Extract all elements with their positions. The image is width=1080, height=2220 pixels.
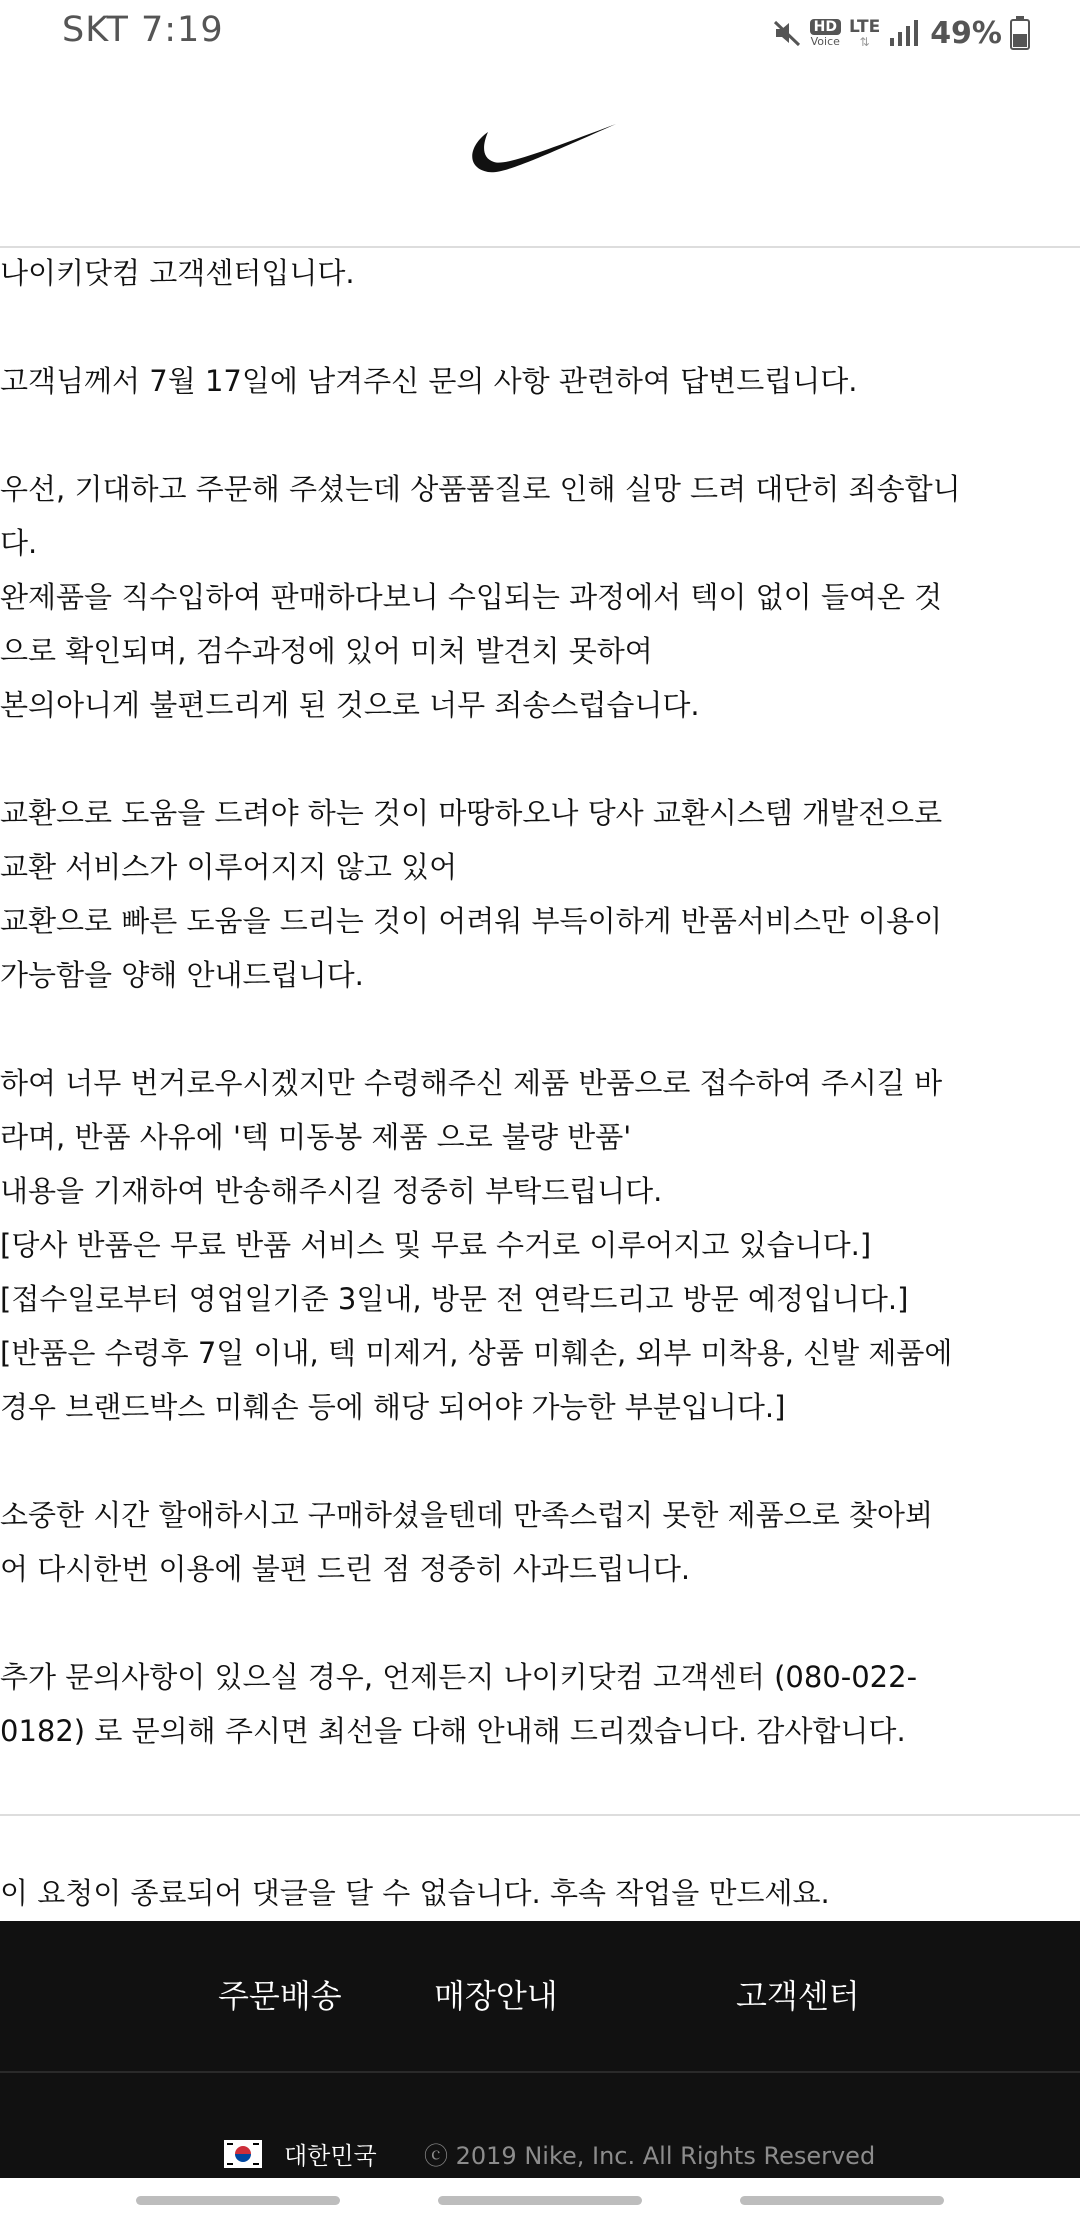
lte-icon: LTE ⇅ — [848, 16, 881, 49]
message-line: 다. — [0, 526, 38, 560]
message-line: 경우 브랜드박스 미훼손 등에 해당 되어야 가능한 부분입니다.] — [0, 1390, 786, 1424]
header — [0, 66, 1080, 248]
country-label[interactable]: 대한민국 — [284, 2142, 377, 2170]
message-line: 우선, 기대하고 주문해 주셨는데 상품품질로 인해 실망 드려 대단히 죄송합니 — [0, 472, 961, 506]
message-line: 가능함을 양해 안내드립니다. — [0, 958, 364, 992]
message-line: 교환으로 도움을 드려야 하는 것이 마땅하오나 당사 교환시스템 개발전으로 — [0, 796, 943, 830]
message-body — [0, 246, 1060, 1758]
message-line: 본의아니게 불편드리게 된 것으로 너무 죄송스럽습니다. — [0, 688, 700, 722]
message-line: 교환으로 빠른 도움을 드리는 것이 어려워 부득이하게 반품서비스만 이용이 — [0, 904, 943, 938]
time-label: 7:19 — [140, 10, 224, 50]
mute-icon — [772, 18, 802, 48]
message-line: 나이키닷컴 고객센터입니다. — [0, 256, 355, 290]
paragraph-gap — [0, 732, 1060, 786]
korea-flag-icon[interactable] — [224, 2140, 262, 2168]
paragraph-gap — [0, 1596, 1060, 1650]
battery-icon — [1010, 16, 1030, 50]
message-line: 내용을 기재하여 반송해주시길 정중히 부탁드립니다. — [0, 1174, 663, 1208]
status-bar — [0, 0, 1080, 66]
footer-nav — [0, 1921, 1080, 2071]
message-line: [접수일로부터 영업일기준 3일내, 방문 전 연락드리고 방문 예정입니다.] — [0, 1282, 909, 1316]
footer-link-store-info[interactable]: 매장안내 — [434, 1977, 558, 2015]
message-line: 하여 너무 번거로우시겠지만 수령해주신 제품 반품으로 접수하여 주시길 바 — [0, 1066, 943, 1100]
battery-percent: 49% — [930, 15, 1002, 51]
signal-icon — [888, 18, 922, 48]
closed-notice: 이 요청이 종료되어 댓글을 달 수 없습니다. 후속 작업을 만드세요. — [0, 1876, 830, 1910]
footer-link-order-delivery[interactable]: 주문배송 — [218, 1977, 342, 2015]
paragraph-gap — [0, 1434, 1060, 1488]
message-line: 소중한 시간 할애하시고 구매하셨을텐데 만족스럽지 못한 제품으로 찾아뵈 — [0, 1498, 933, 1532]
message-line: 0182) 로 문의해 주시면 최선을 다해 안내해 드리겠습니다. 감사합니다. — [0, 1714, 906, 1748]
message-line: [당사 반품은 무료 반품 서비스 및 무료 수거로 이루어지고 있습니다.] — [0, 1228, 872, 1262]
footer-link-customer-center[interactable]: 고객센터 — [736, 1977, 860, 2015]
footer-divider — [0, 2071, 1080, 2073]
paragraph-gap — [0, 408, 1060, 462]
hd-voice-icon: HD Voice — [810, 19, 840, 48]
nav-back-handle[interactable] — [136, 2196, 340, 2205]
message-line: 라며, 반품 사유에 '텍 미동봉 제품 으로 불량 반품' — [0, 1120, 632, 1154]
content-divider — [0, 1814, 1080, 1816]
status-icons — [772, 12, 1030, 54]
message-line: 고객님께서 7월 17일에 남겨주신 문의 사항 관련하여 답변드립니다. — [0, 364, 858, 398]
message-line: 어 다시한번 이용에 불편 드린 점 정중히 사과드립니다. — [0, 1552, 691, 1586]
copyright-text: ⓒ 2019 Nike, Inc. All Rights Reserved — [424, 2142, 876, 2170]
paragraph-gap — [0, 300, 1060, 354]
nav-home-handle[interactable] — [438, 2196, 642, 2205]
nike-swoosh-icon[interactable] — [466, 116, 616, 176]
message-line: [반품은 수령후 7일 이내, 텍 미제거, 상품 미훼손, 외부 미착용, 신발 제품에 — [0, 1336, 953, 1370]
footer — [0, 1921, 1080, 2220]
message-line: 완제품을 직수입하여 판매하다보니 수입되는 과정에서 텍이 없이 들여온 것 — [0, 580, 943, 614]
carrier-time — [62, 10, 224, 50]
carrier-label: SKT — [62, 10, 129, 50]
message-line: 교환 서비스가 이루어지지 않고 있어 — [0, 850, 458, 884]
navigation-bar — [0, 2178, 1080, 2220]
footer-bottom — [0, 2136, 1080, 2180]
nav-recents-handle[interactable] — [740, 2196, 944, 2205]
message-line: 추가 문의사항이 있으실 경우, 언제든지 나이키닷컴 고객센터 (080-022- — [0, 1660, 918, 1694]
message-line: 으로 확인되며, 검수과정에 있어 미처 발견치 못하여 — [0, 634, 653, 668]
paragraph-gap — [0, 1002, 1060, 1056]
